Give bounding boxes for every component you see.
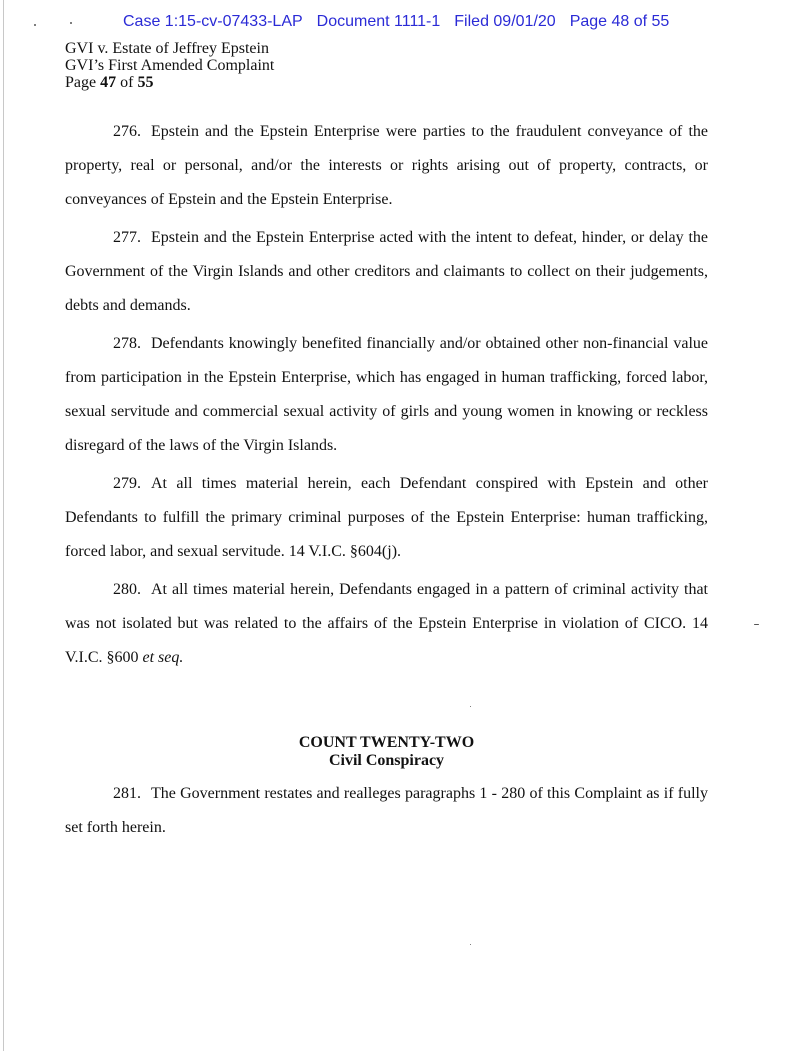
document-header bbox=[65, 40, 274, 91]
paragraph-text: The Government restates and realleges paragraphs 1 - 280 of this Complaint as if fully set forth herein. bbox=[65, 785, 708, 836]
paragraph-text: Defendants knowingly benefited financially and/or obtained other non-financial value from participation in the Epstein Enterprise, which has engaged in human trafficking, forced labor, sexual servitude and commercial sexual activity of girls and young women in knowing or reckless disregard of the laws of the Virgin Islands. bbox=[65, 335, 708, 454]
header-page-indicator: Page 47 of 55 bbox=[65, 74, 154, 91]
paragraph-number: 276. bbox=[113, 123, 141, 140]
document-number: Document 1111-1 bbox=[316, 13, 441, 30]
scan-edge-line bbox=[3, 0, 4, 1051]
filed-date: Filed 09/01/20 bbox=[454, 13, 556, 30]
count-title: COUNT TWENTY-TWO bbox=[298, 734, 475, 751]
paragraph-number: 281. bbox=[113, 785, 141, 802]
header-document-title: GVI’s First Amended Complaint bbox=[65, 57, 275, 74]
header-page-total: 55 bbox=[137, 74, 154, 91]
paragraph-281-block bbox=[65, 777, 708, 845]
paragraph-279 bbox=[65, 467, 708, 569]
court-filing-stamp bbox=[123, 13, 669, 31]
scan-speck bbox=[754, 624, 759, 625]
stamp-page: Page 48 of 55 bbox=[569, 13, 670, 30]
paragraph-text: Epstein and the Epstein Enterprise acted with the intent to defeat, hinder, or delay the Government of the Virgin Islands and other creditors and claimants to collect on their judgements, debts and demands. bbox=[65, 229, 708, 314]
header-case-title: GVI v. Estate of Jeffrey Epstein bbox=[65, 40, 269, 57]
scan-speck bbox=[70, 22, 72, 24]
header-page-number: 47 bbox=[100, 74, 117, 91]
complaint-body bbox=[65, 115, 708, 675]
paragraph-number: 279. bbox=[113, 475, 141, 492]
count-subtitle: Civil Conspiracy bbox=[328, 752, 445, 769]
citation-italic: et seq. bbox=[142, 649, 184, 666]
paragraph-281 bbox=[65, 777, 708, 845]
scan-speck bbox=[470, 944, 471, 945]
case-number: Case 1:15-cv-07433-LAP bbox=[123, 13, 303, 30]
paragraph-text: At all times material herein, each Defendant conspired with Epstein and other Defendants to fulfill the primary criminal purposes of the Epstein Enterprise: human trafficking, forced labor, and sexual servitude. 14 V.I.C. §604(j). bbox=[65, 475, 708, 560]
count-heading bbox=[65, 734, 708, 770]
scan-speck bbox=[34, 24, 36, 26]
paragraph-number: 280. bbox=[113, 581, 141, 598]
paragraph-text: At all times material herein, Defendants engaged in a pattern of criminal activity that was not isolated but was related to the affairs of the Epstein Enterprise in violation of CICO. 14 V.I.C. §600 bbox=[65, 581, 708, 666]
paragraph-277 bbox=[65, 221, 708, 323]
paragraph-278 bbox=[65, 327, 708, 463]
paragraph-number: 278. bbox=[113, 335, 141, 352]
paragraph-text: Epstein and the Epstein Enterprise were parties to the fraudulent conveyance of the property, real or personal, and/or the interests or rights arising out of property, contracts, or conveyances of Epstein and the Epstein Enterprise. bbox=[65, 123, 708, 208]
paragraph-276 bbox=[65, 115, 708, 217]
paragraph-280 bbox=[65, 573, 708, 675]
scan-speck bbox=[470, 706, 471, 707]
paragraph-number: 277. bbox=[113, 229, 141, 246]
